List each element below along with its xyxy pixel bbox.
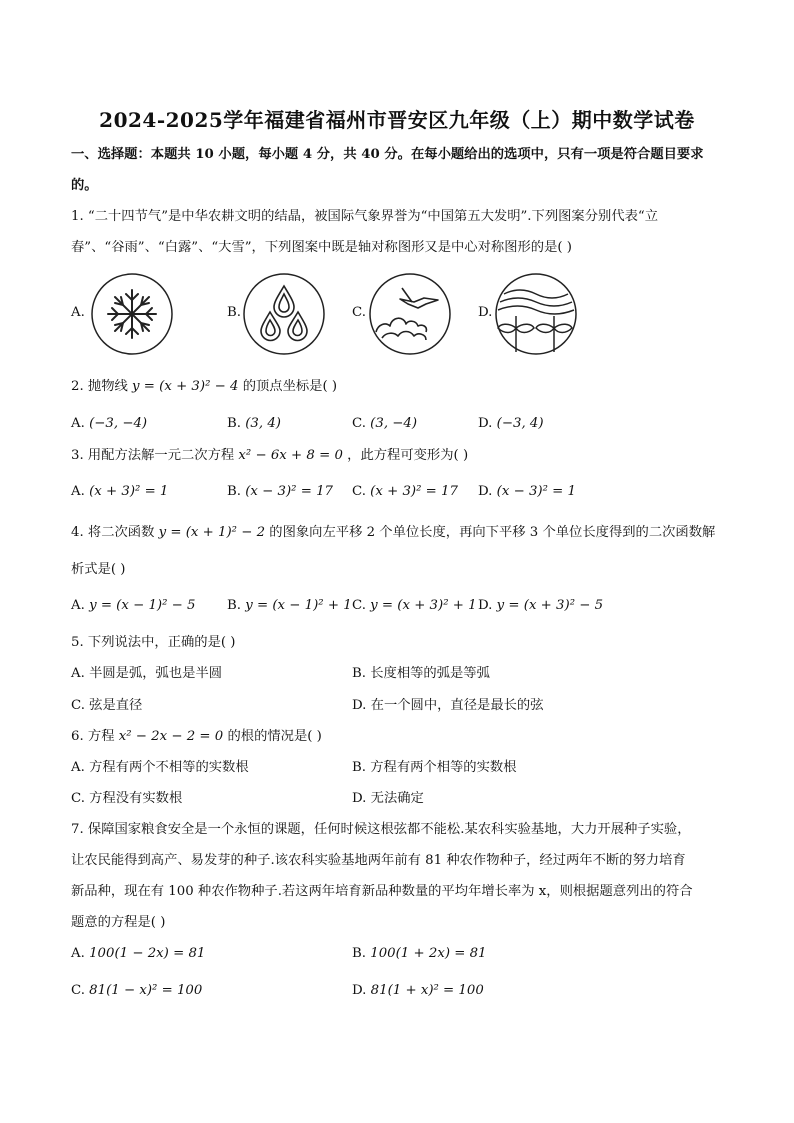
option-value: (x + 3)² = 1 [89,484,169,499]
q3-formula: x² − 6x + 8 = 0 [238,448,343,463]
q4-option-a[interactable] [71,597,196,615]
q1-option-c-label: C. [352,305,366,320]
option-value: y = (x + 3)² − 5 [496,598,604,613]
q2-option-b[interactable] [227,415,281,433]
q2-option-d[interactable] [478,415,544,433]
q5-stem: 5. 下列说法中，正确的是( ) [71,635,236,650]
option-value: (−3, 4) [496,416,544,431]
q4-suffix: 的图象向左平移 2 个单位长度，再向下平移 3 个单位长度得到的二次函数解 [269,525,716,540]
q6-option-a[interactable] [71,759,249,777]
q4-option-d[interactable] [478,597,603,615]
option-value: 81(1 − x)² = 100 [89,983,203,998]
option-label: C. [71,983,85,998]
option-label: B. [352,760,366,775]
q1-option-a-label: A. [71,305,85,320]
q4-stem-line1 [71,524,715,542]
q6-stem [71,728,322,746]
option-value: y = (x + 3)² + 1 [370,598,477,613]
option-value: 长度相等的弧是等弧 [370,666,490,681]
option-label: C. [352,416,366,431]
option-value: (3, −4) [370,416,418,431]
q5-option-b[interactable] [352,665,490,683]
q5-option-a[interactable] [71,665,222,683]
q6-suffix: 的根的情况是( ) [227,729,322,744]
option-value: y = (x − 1)² − 5 [89,598,196,613]
option-value: 弦是直径 [89,698,143,713]
option-label: A. [71,666,85,681]
option-label: B. [352,946,366,961]
option-value: 100(1 + 2x) = 81 [370,946,487,961]
section-header-line2: 的。 [71,178,98,193]
section-header-line1: 一、选择题：本题共 10 小题，每小题 4 分，共 40 分。在每小题给出的选项中，只有一项是符合题目要求 [71,147,704,162]
option-value: 方程没有实数根 [89,791,183,806]
option-label: A. [71,946,85,961]
q5-option-c[interactable] [71,697,142,715]
q7-stem-line3: 新品种，现在有 100 种农作物种子.若这两年培育新品种数量的平均年增长率为 x，则根据题意列出的符合 [71,884,693,899]
option-label: B. [352,666,366,681]
snowflake-icon[interactable] [90,272,174,356]
q6-prefix: 6. 方程 [71,729,115,744]
option-label: D. [478,598,493,613]
option-label: D. [352,698,367,713]
q3-option-c[interactable] [352,483,458,501]
q2-option-c[interactable] [352,415,417,433]
q2-formula: y = (x + 3)² − 4 [132,379,239,394]
q4-option-c[interactable] [352,597,477,615]
q3-suffix: ，此方程可变形为( ) [347,448,469,463]
q2-option-a[interactable] [71,415,147,433]
q7-stem-line2: 让农民能得到高产、易发芽的种子.该农科实验基地两年前有 81 种农作物种子，经过两年不断的努力培育 [71,853,686,868]
option-label: D. [478,484,493,499]
option-value: 在一个圆中，直径是最长的弦 [370,698,544,713]
option-label: B. [227,416,241,431]
q6-option-c[interactable] [71,790,182,808]
q2-suffix: 的顶点坐标是( ) [242,379,338,394]
option-label: D. [352,983,367,998]
sprout-icon[interactable] [494,272,578,356]
drops-icon[interactable] [242,272,326,356]
option-value: 方程有两个不相等的实数根 [89,760,249,775]
q7-option-a[interactable] [71,945,205,963]
option-value: 无法确定 [370,791,424,806]
option-label: D. [352,791,367,806]
option-label: A. [71,598,85,613]
q7-stem-line4: 题意的方程是( ) [71,915,166,930]
q1-stem-line1: 1. “二十四节气”是中华农耕文明的结晶，被国际气象界誉为“中国第五大发明”.下列图案分别代表“立 [71,209,659,224]
q5-option-d[interactable] [352,697,544,715]
option-value: (x − 3)² = 17 [245,484,334,499]
option-value: (3, 4) [245,416,281,431]
option-label: A. [71,416,85,431]
option-label: A. [71,484,85,499]
q4-stem-line2: 析式是( ) [71,562,126,577]
option-value: y = (x − 1)² + 1 [245,598,352,613]
q6-formula: x² − 2x − 2 = 0 [118,729,224,744]
option-label: C. [352,484,366,499]
option-value: 100(1 − 2x) = 81 [89,946,206,961]
q1-stem-line2: 春”、“谷雨”、“白露”、“大雪”，下列图案中既是轴对称图形又是中心对称图形的是( ) [71,240,572,255]
option-label: B. [227,484,241,499]
q4-formula: y = (x + 1)² − 2 [158,525,266,540]
page-title: 2024-2025学年福建省福州市晋安区九年级（上）期中数学试卷 [99,108,695,132]
option-label: C. [352,598,366,613]
option-label: D. [478,416,493,431]
swallow-cloud-icon[interactable] [368,272,452,356]
q7-option-d[interactable] [352,982,484,1000]
option-label: C. [71,698,85,713]
option-value: 半圆是弧，弧也是半圆 [89,666,223,681]
q3-stem [71,447,468,465]
option-value: (x − 3)² = 1 [496,484,576,499]
q2-prefix: 2. 抛物线 [71,379,128,394]
q4-prefix: 4. 将二次函数 [71,525,155,540]
option-label: C. [71,791,85,806]
q3-prefix: 3. 用配方法解一元二次方程 [71,448,235,463]
q1-option-d-label: D. [478,305,493,320]
q3-option-b[interactable] [227,483,333,501]
q3-option-d[interactable] [478,483,576,501]
q7-stem-line1: 7. 保障国家粮食安全是一个永恒的课题，任何时候这根弦都不能松.某农科实验基地，大力开展种子实验， [71,822,691,837]
option-label: B. [227,598,241,613]
option-value: 方程有两个相等的实数根 [370,760,517,775]
q6-option-d[interactable] [352,790,424,808]
q2-stem [71,378,337,396]
option-value: (x + 3)² = 17 [370,484,458,499]
option-value: 81(1 + x)² = 100 [370,983,484,998]
q3-option-a[interactable] [71,483,168,501]
q1-option-b-label: B. [227,305,241,320]
q4-option-b[interactable] [227,597,352,615]
option-label: A. [71,760,85,775]
q7-option-b[interactable] [352,945,487,963]
q6-option-b[interactable] [352,759,517,777]
option-value: (−3, −4) [89,416,148,431]
q7-option-c[interactable] [71,982,202,1000]
